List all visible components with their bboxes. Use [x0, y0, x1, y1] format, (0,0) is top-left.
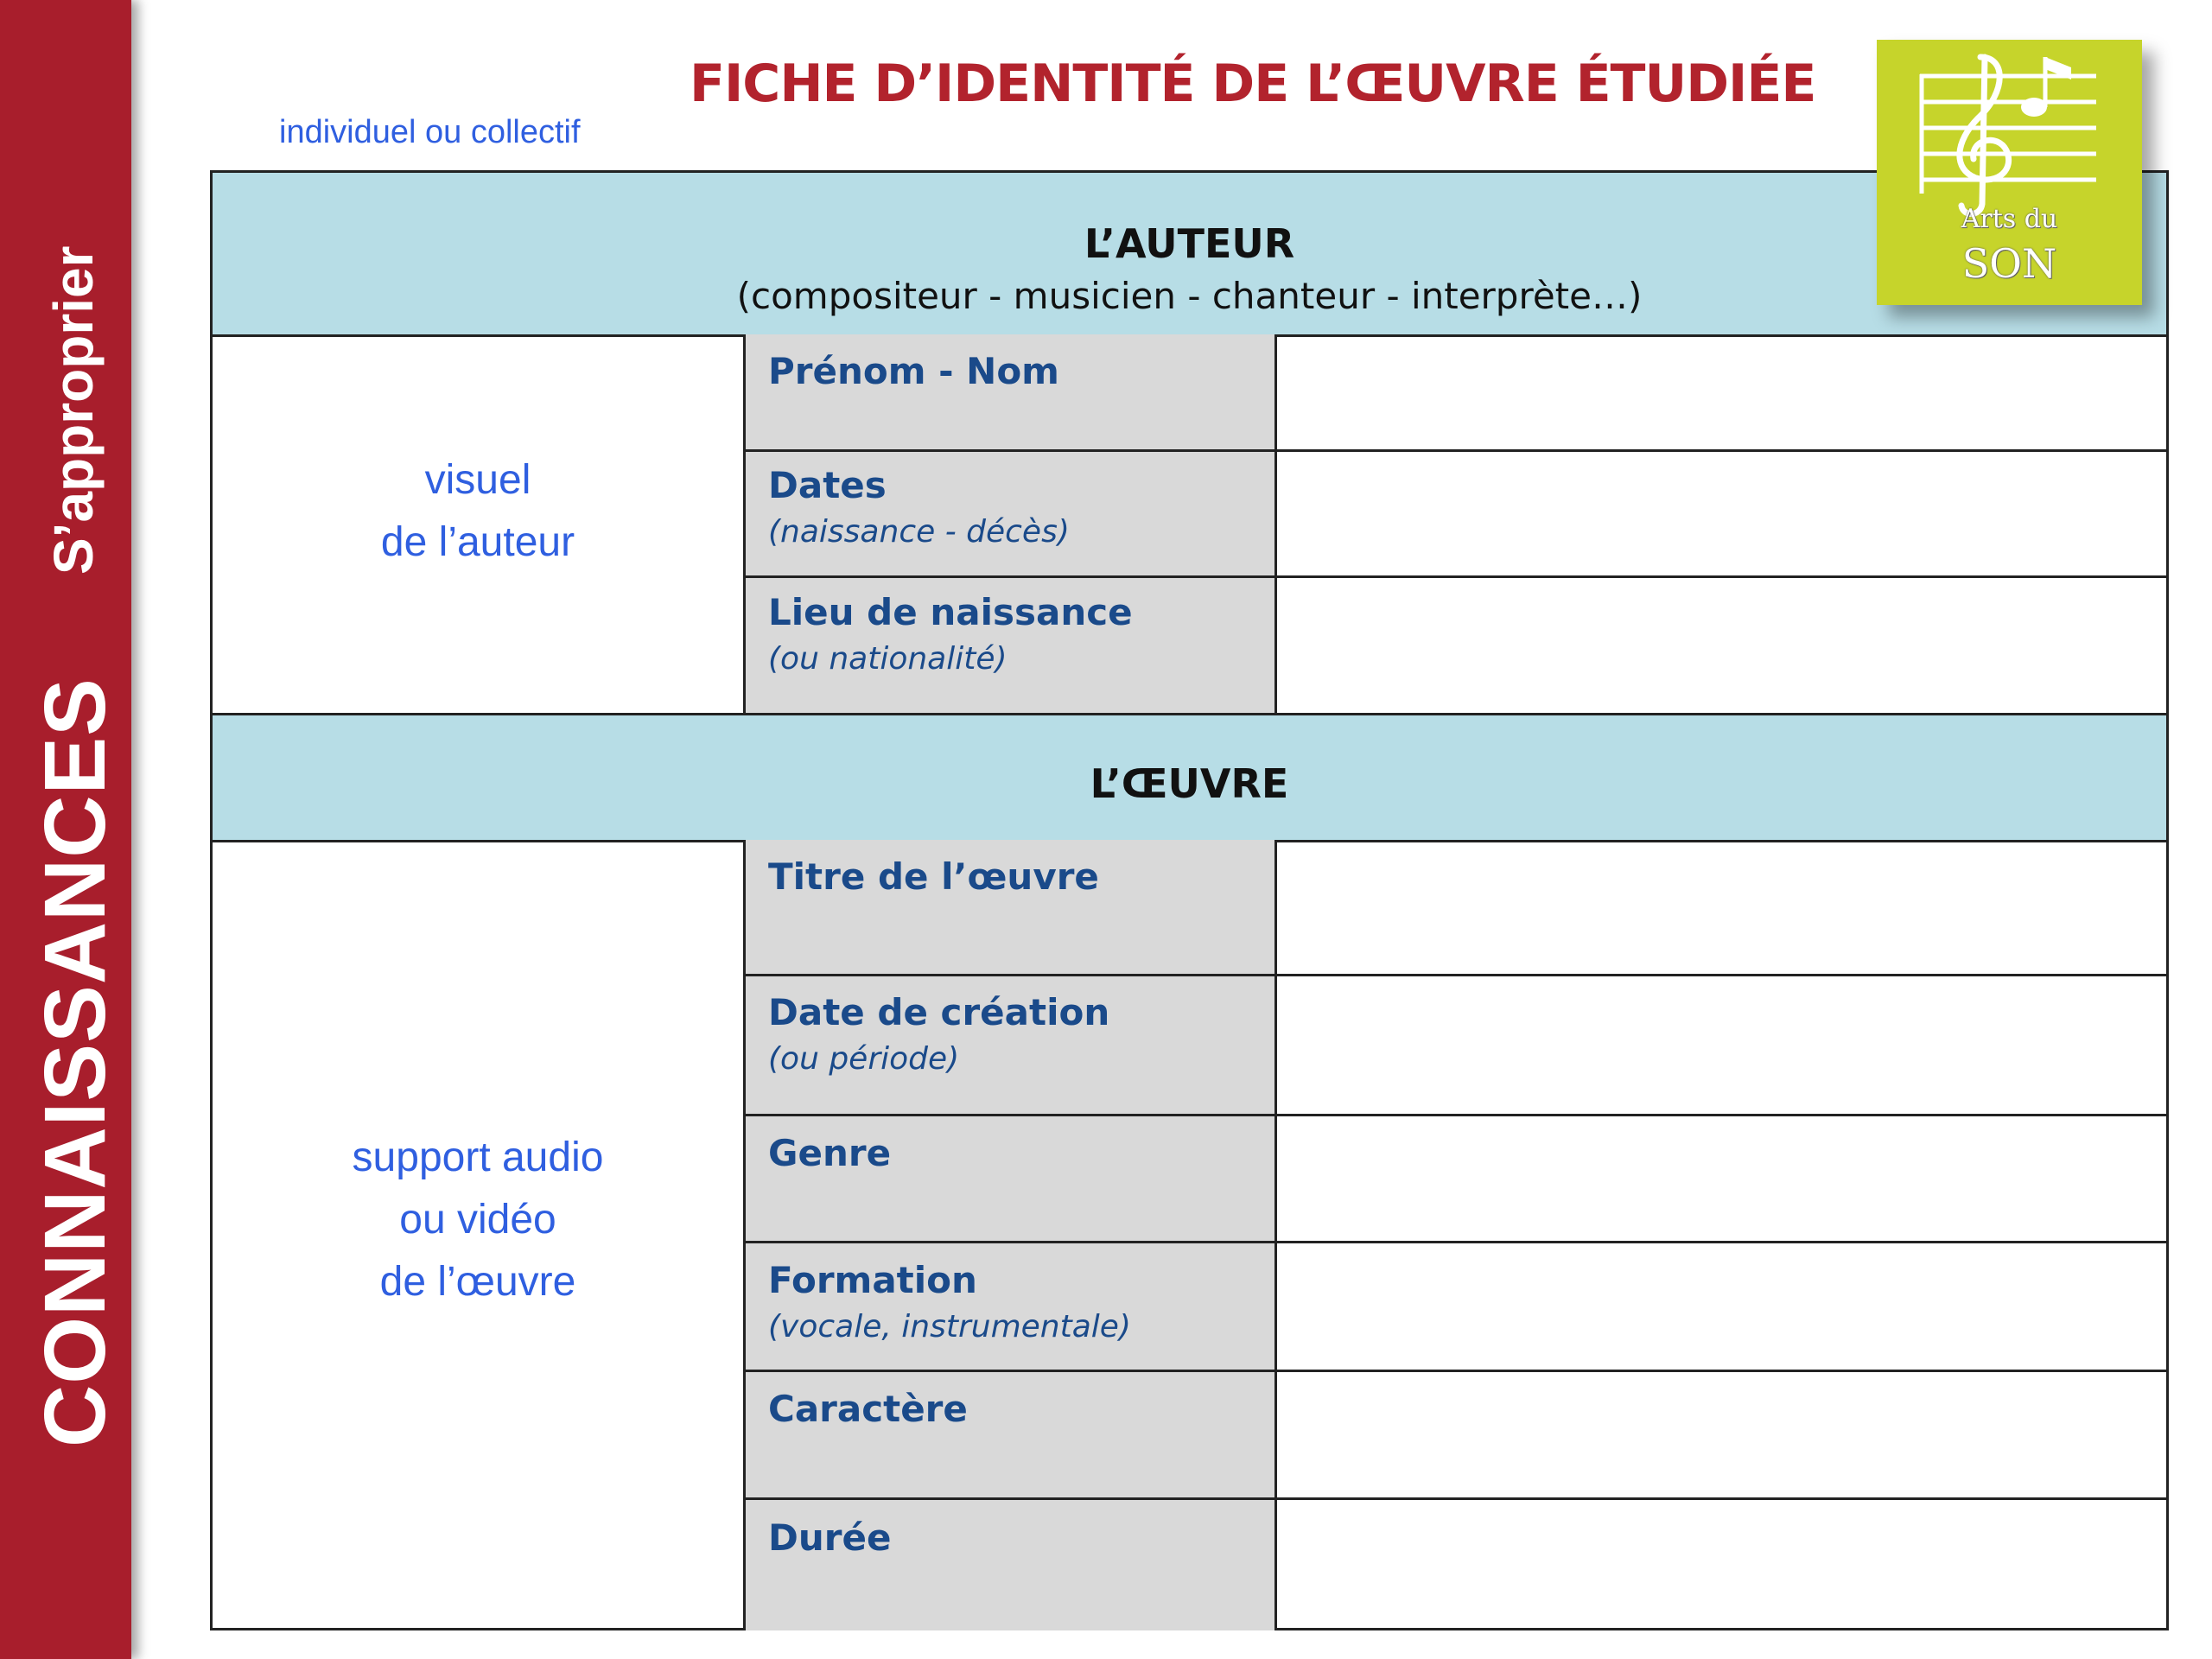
work-section-header: [213, 713, 2166, 842]
author-section-subtitle: (compositeur - musicien - chanteur - interprète…): [736, 275, 1643, 317]
answer-date-creation[interactable]: [1277, 976, 2166, 1114]
author-visual-placeholder[interactable]: [213, 449, 743, 574]
answer-dates[interactable]: [1277, 452, 2166, 575]
label-date-creation: Date de création: [768, 991, 1110, 1033]
answer-duree[interactable]: [1277, 1500, 2166, 1630]
page-title: FICHE D’IDENTITÉ DE L’ŒUVRE ÉTUDIÉE: [690, 54, 1816, 114]
logo-text-arts-du: Arts du: [1961, 204, 2058, 234]
identity-form: [210, 170, 2169, 1630]
label-duree: Durée: [768, 1516, 892, 1559]
answer-genre[interactable]: [1277, 1116, 2166, 1241]
answer-prenom-nom[interactable]: [1277, 334, 2166, 449]
label-genre: Genre: [768, 1132, 892, 1174]
logo-text-son: SON: [1961, 240, 2057, 287]
work-media-line1: support audio: [352, 1135, 604, 1180]
work-label-column: [746, 840, 1274, 1630]
work-section-title: L’ŒUVRE: [1090, 760, 1289, 807]
divider: [743, 840, 746, 1630]
label-formation: Formation: [768, 1259, 977, 1301]
author-section-title: L’AUTEUR: [1084, 220, 1295, 267]
label-titre-oeuvre: Titre de l’œuvre: [768, 855, 1099, 898]
label-lieu-naissance: Lieu de naissance: [768, 591, 1133, 633]
answer-titre-oeuvre[interactable]: [1277, 842, 2166, 974]
side-label-connaissances: CONNAISSANCES: [27, 677, 124, 1447]
work-media-line2: ou vidéo: [399, 1197, 556, 1243]
divider: [743, 334, 746, 713]
side-band: [0, 0, 131, 1659]
label-caractere: Caractère: [768, 1388, 968, 1430]
hint-dates: (naissance - décès): [768, 514, 1070, 550]
hint-date-creation: (ou période): [768, 1041, 960, 1077]
answer-caractere[interactable]: [1277, 1372, 2166, 1497]
side-label-sapproprier: S’approprier: [42, 245, 105, 575]
work-media-line3: de l’œuvre: [379, 1259, 576, 1305]
hint-formation: (vocale, instrumentale): [768, 1309, 1131, 1344]
arts-du-son-logo: [1877, 40, 2142, 305]
author-visual-line2: de l’auteur: [380, 519, 575, 565]
answer-lieu-naissance[interactable]: [1277, 578, 2166, 713]
author-section-header: [213, 173, 2166, 337]
hint-lieu-naissance: (ou nationalité): [768, 641, 1007, 677]
label-dates: Dates: [768, 464, 887, 506]
label-prenom-nom: Prénom - Nom: [768, 350, 1059, 392]
author-visual-line1: visuel: [424, 457, 531, 503]
work-media-placeholder[interactable]: [213, 1127, 743, 1313]
page-subtitle: individuel ou collectif: [279, 114, 581, 150]
answer-formation[interactable]: [1277, 1243, 2166, 1370]
